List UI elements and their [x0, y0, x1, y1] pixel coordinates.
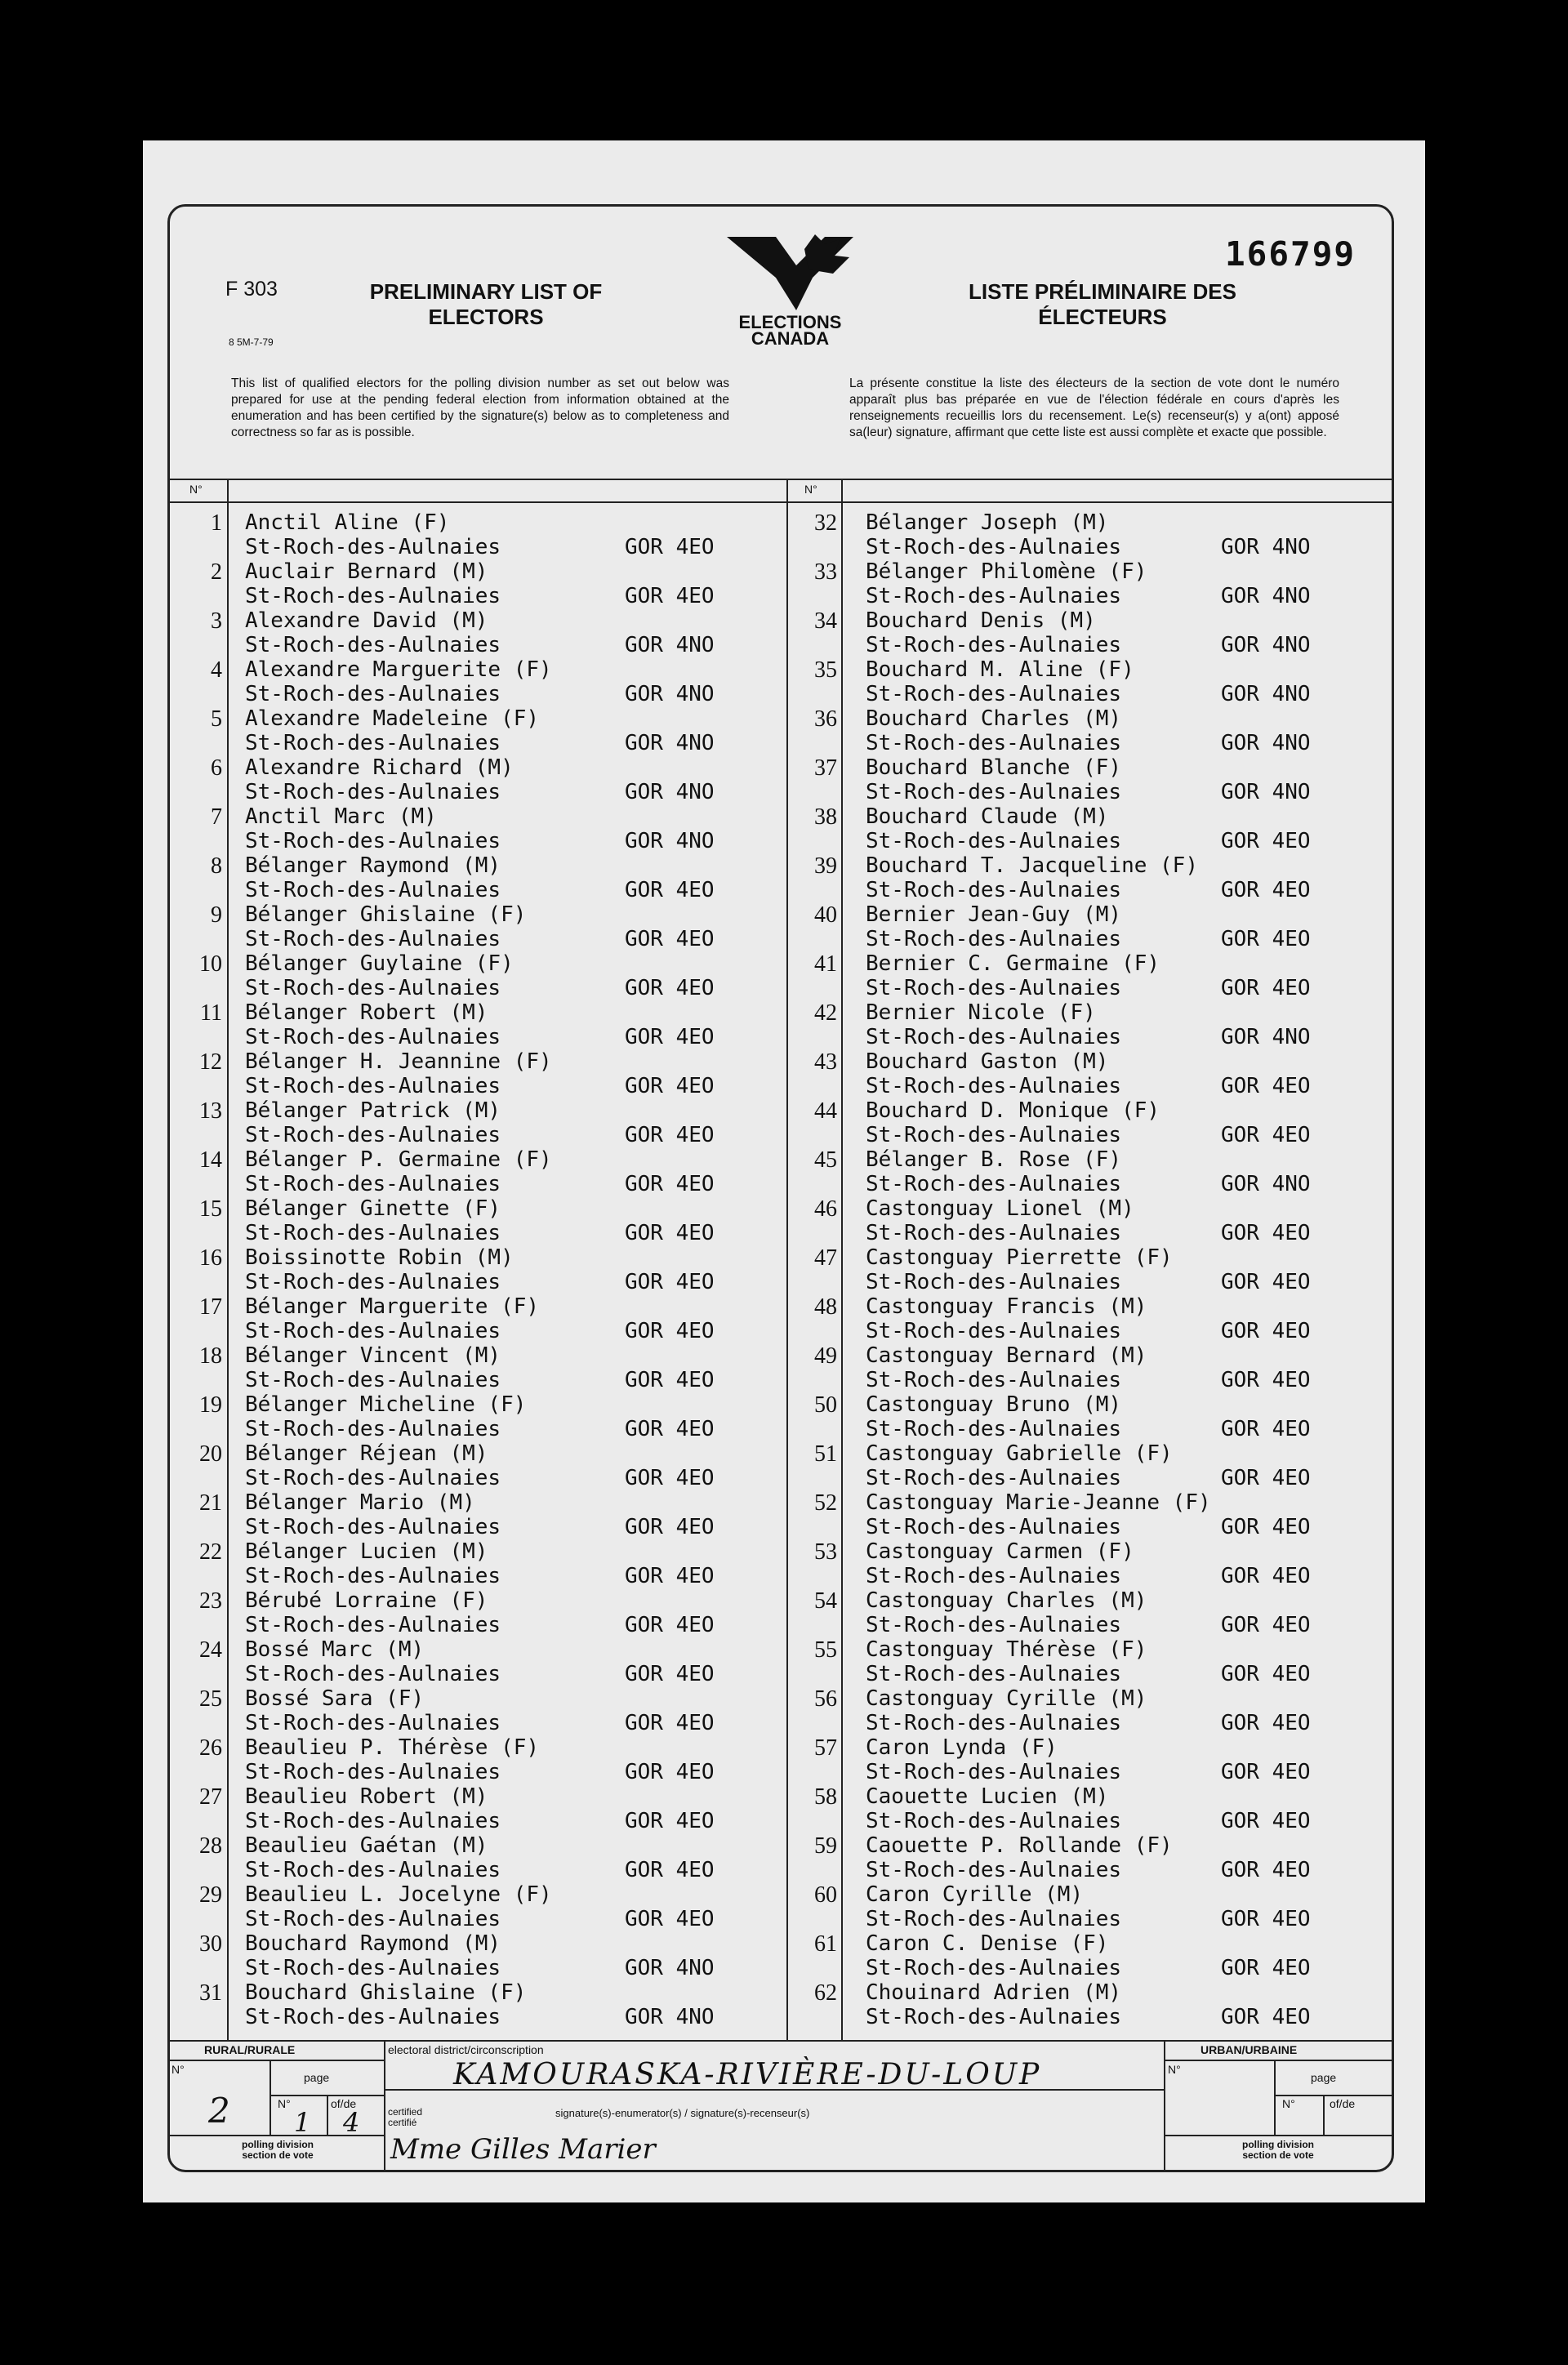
elector-address: St-Roch-des-Aulnaies: [245, 1956, 501, 1980]
elector-number: 11: [200, 1000, 222, 1026]
elector-name: Castonguay Marie-Jeanne (F): [866, 1490, 1211, 1515]
elector-address: St-Roch-des-Aulnaies: [866, 633, 1122, 657]
elector-number: 24: [199, 1637, 222, 1663]
elector-postal-code: GOR 4EO: [625, 927, 715, 951]
elector-address: St-Roch-des-Aulnaies: [866, 584, 1122, 608]
elector-postal-code: GOR 4EO: [625, 1564, 715, 1588]
elector-number: 19: [199, 1392, 222, 1418]
elector-name: Bouchard Denis (M): [866, 608, 1096, 633]
elector-number: 13: [199, 1098, 222, 1124]
elector-name: Bélanger Ginette (F): [245, 1196, 501, 1221]
elector-address: St-Roch-des-Aulnaies: [245, 829, 501, 853]
elector-number: 5: [211, 706, 222, 732]
elector-address: St-Roch-des-Aulnaies: [866, 1711, 1122, 1735]
elector-postal-code: GOR 4NO: [625, 2005, 715, 2029]
rural-label: RURAL/RURALE: [204, 2043, 296, 2056]
elector-name: Caron Lynda (F): [866, 1735, 1058, 1760]
elector-address: St-Roch-des-Aulnaies: [245, 1319, 501, 1343]
elector-postal-code: GOR 4NO: [625, 829, 715, 853]
elector-number: 32: [814, 510, 837, 536]
elector-postal-code: GOR 4NO: [1221, 1172, 1311, 1196]
elector-number: 40: [814, 902, 837, 928]
elector-name: Bélanger B. Rose (F): [866, 1147, 1122, 1172]
elector-postal-code: GOR 4EO: [1221, 1123, 1311, 1147]
elector-address: St-Roch-des-Aulnaies: [245, 584, 501, 608]
elector-postal-code: GOR 4EO: [1221, 1515, 1311, 1539]
elector-address: St-Roch-des-Aulnaies: [866, 1368, 1122, 1392]
district-value: KAMOURASKA-RIVIÈRE-DU-LOUP: [453, 2058, 1042, 2091]
elector-postal-code: GOR 4NO: [1221, 633, 1311, 657]
elector-postal-code: GOR 4EO: [625, 1368, 715, 1392]
elector-name: Bouchard Ghislaine (F): [245, 1980, 527, 2005]
elector-number: 8: [211, 853, 222, 879]
elector-address: St-Roch-des-Aulnaies: [245, 1368, 501, 1392]
elector-address: St-Roch-des-Aulnaies: [866, 1809, 1122, 1833]
elector-name: Bélanger Guylaine (F): [245, 951, 514, 976]
elector-name: Bérubé Lorraine (F): [245, 1588, 488, 1613]
elector-postal-code: GOR 4EO: [1221, 1907, 1311, 1931]
elector-number: 12: [199, 1049, 222, 1075]
elector-address: St-Roch-des-Aulnaies: [245, 633, 501, 657]
elector-postal-code: GOR 4EO: [625, 1074, 715, 1098]
elector-number: 22: [199, 1539, 222, 1565]
elector-number: 52: [814, 1490, 837, 1516]
elections-canada-logo: [719, 233, 862, 347]
elector-postal-code: GOR 4EO: [1221, 1564, 1311, 1588]
elector-address: St-Roch-des-Aulnaies: [866, 1956, 1122, 1980]
elector-postal-code: GOR 4EO: [1221, 1466, 1311, 1490]
elector-address: St-Roch-des-Aulnaies: [245, 878, 501, 902]
elector-number: 59: [814, 1833, 837, 1859]
elector-number: 4: [211, 657, 222, 683]
elector-postal-code: GOR 4NO: [1221, 535, 1311, 559]
elector-name: Bouchard D. Monique (F): [866, 1098, 1160, 1123]
elector-number: 45: [814, 1147, 837, 1173]
elector-address: St-Roch-des-Aulnaies: [245, 1613, 501, 1637]
elector-number: 16: [199, 1245, 222, 1271]
elector-address: St-Roch-des-Aulnaies: [245, 1760, 501, 1784]
elector-name: Bélanger Mario (M): [245, 1490, 475, 1515]
elector-postal-code: GOR 4EO: [1221, 2005, 1311, 2029]
urban-page-rule: [1274, 2095, 1394, 2096]
elector-address: St-Roch-des-Aulnaies: [245, 1172, 501, 1196]
elector-name: Castonguay Cyrille (M): [866, 1686, 1147, 1711]
elector-address: St-Roch-des-Aulnaies: [866, 1074, 1122, 1098]
elector-postal-code: GOR 4EO: [625, 1319, 715, 1343]
elector-postal-code: GOR 4EO: [625, 976, 715, 1000]
elector-postal-code: GOR 4EO: [1221, 1858, 1311, 1882]
urban-page-label: page: [1311, 2071, 1337, 2084]
elector-address: St-Roch-des-Aulnaies: [245, 1858, 501, 1882]
certified-label: certified certifié: [388, 2106, 423, 2128]
elector-postal-code: GOR 4EO: [1221, 1760, 1311, 1784]
elector-name: Caouette P. Rollande (F): [866, 1833, 1173, 1858]
elector-address: St-Roch-des-Aulnaies: [866, 1123, 1122, 1147]
elector-number: 44: [814, 1098, 837, 1124]
elector-address: St-Roch-des-Aulnaies: [866, 780, 1122, 804]
urban-no-divider: [1274, 2060, 1276, 2135]
elector-address: St-Roch-des-Aulnaies: [245, 1123, 501, 1147]
urban-rule: [1164, 2060, 1394, 2061]
elector-address: St-Roch-des-Aulnaies: [245, 1515, 501, 1539]
serial-number: 166799: [1225, 234, 1356, 274]
elector-name: Alexandre David (M): [245, 608, 488, 633]
elector-postal-code: GOR 4EO: [625, 1515, 715, 1539]
elector-number: 10: [199, 951, 222, 977]
elector-number: 17: [199, 1294, 222, 1320]
elector-name: Bernier Nicole (F): [866, 1000, 1096, 1025]
elector-name: Auclair Bernard (M): [245, 559, 488, 584]
elector-postal-code: GOR 4EO: [625, 1858, 715, 1882]
elector-postal-code: GOR 4EO: [1221, 1368, 1311, 1392]
elector-address: St-Roch-des-Aulnaies: [866, 1221, 1122, 1245]
elector-name: Bossé Sara (F): [245, 1686, 425, 1711]
elector-name: Bernier C. Germaine (F): [866, 951, 1160, 976]
elector-name: Bossé Marc (M): [245, 1637, 425, 1662]
elector-number: 34: [814, 608, 837, 634]
elector-postal-code: GOR 4EO: [625, 1907, 715, 1931]
elector-address: St-Roch-des-Aulnaies: [245, 1662, 501, 1686]
footer-left-divider: [384, 2040, 385, 2172]
elector-number: 55: [814, 1637, 837, 1663]
elector-address: St-Roch-des-Aulnaies: [866, 1270, 1122, 1294]
elector-name: Castonguay Thérèse (F): [866, 1637, 1147, 1662]
elector-number: 6: [211, 755, 222, 781]
elector-name: Caouette Lucien (M): [866, 1784, 1109, 1809]
elector-postal-code: GOR 4EO: [1221, 829, 1311, 853]
elector-name: Bélanger Micheline (F): [245, 1392, 527, 1417]
elector-postal-code: GOR 4NO: [625, 633, 715, 657]
elector-number: 18: [199, 1343, 222, 1369]
elector-name: Bélanger Réjean (M): [245, 1441, 488, 1466]
elector-number: 43: [814, 1049, 837, 1075]
elector-postal-code: GOR 4NO: [1221, 584, 1311, 608]
elector-number: 14: [199, 1147, 222, 1173]
elector-name: Bélanger Philomène (F): [866, 559, 1147, 584]
elector-name: Bélanger Joseph (M): [866, 510, 1109, 535]
elector-number: 61: [814, 1931, 837, 1957]
elector-name: Beaulieu Gaétan (M): [245, 1833, 488, 1858]
elector-number: 42: [814, 1000, 837, 1026]
elector-number: 46: [814, 1196, 837, 1222]
elector-name: Chouinard Adrien (M): [866, 1980, 1122, 2005]
elector-name: Bouchard Claude (M): [866, 804, 1109, 829]
signature-label: signature(s)-enumerator(s) / signature(s)-recenseur(s): [555, 2107, 810, 2119]
elector-address: St-Roch-des-Aulnaies: [245, 731, 501, 755]
elector-address: St-Roch-des-Aulnaies: [245, 1907, 501, 1931]
elector-number: 51: [814, 1441, 837, 1467]
elector-postal-code: GOR 4EO: [1221, 1270, 1311, 1294]
elector-name: Alexandre Marguerite (F): [245, 657, 552, 682]
elector-number: 21: [199, 1490, 222, 1516]
elector-postal-code: GOR 4EO: [1221, 1074, 1311, 1098]
elector-number: 57: [814, 1735, 837, 1761]
elector-address: St-Roch-des-Aulnaies: [866, 1858, 1122, 1882]
elector-address: St-Roch-des-Aulnaies: [866, 1907, 1122, 1931]
elector-postal-code: GOR 4EO: [625, 1172, 715, 1196]
elector-name: Castonguay Bernard (M): [866, 1343, 1147, 1368]
elector-number: 28: [199, 1833, 222, 1859]
elector-number: 26: [199, 1735, 222, 1761]
elector-name: Bélanger H. Jeannine (F): [245, 1049, 552, 1074]
elector-number: 1: [211, 510, 222, 536]
elector-address: St-Roch-des-Aulnaies: [245, 1025, 501, 1049]
rural-of-label: of/de: [331, 2097, 357, 2110]
elector-number: 3: [211, 608, 222, 634]
elector-postal-code: GOR 4NO: [1221, 682, 1311, 706]
form-code: F 303: [225, 278, 278, 301]
elector-number: 60: [814, 1882, 837, 1908]
urban-label: URBAN/URBAINE: [1200, 2043, 1298, 2056]
elector-postal-code: GOR 4EO: [625, 535, 715, 559]
elector-name: Boissinotte Robin (M): [245, 1245, 514, 1270]
elector-number: 33: [814, 559, 837, 585]
elector-address: St-Roch-des-Aulnaies: [866, 731, 1122, 755]
elector-name: Bélanger Lucien (M): [245, 1539, 488, 1564]
elector-postal-code: GOR 4EO: [625, 584, 715, 608]
elector-name: Bouchard Raymond (M): [245, 1931, 501, 1956]
elector-number: 25: [199, 1686, 222, 1712]
elector-number: 38: [814, 804, 837, 830]
elector-number: 58: [814, 1784, 837, 1810]
column-header-rule: [167, 501, 1394, 503]
elector-postal-code: GOR 4EO: [625, 1270, 715, 1294]
elector-postal-code: GOR 4EO: [625, 1466, 715, 1490]
elector-postal-code: GOR 4EO: [1221, 878, 1311, 902]
header-rule: [167, 479, 1394, 480]
rural-page-label: page: [304, 2071, 330, 2084]
elector-name: Castonguay Francis (M): [866, 1294, 1147, 1319]
elector-name: Bélanger Ghislaine (F): [245, 902, 527, 927]
elector-postal-code: GOR 4EO: [1221, 1956, 1311, 1980]
elector-postal-code: GOR 4NO: [1221, 780, 1311, 804]
elector-address: St-Roch-des-Aulnaies: [245, 1074, 501, 1098]
elector-address: St-Roch-des-Aulnaies: [245, 927, 501, 951]
elector-number: 62: [814, 1980, 837, 2006]
footer-rule: [167, 2040, 1394, 2042]
elector-address: St-Roch-des-Aulnaies: [866, 1662, 1122, 1686]
elector-name: Bélanger Raymond (M): [245, 853, 501, 878]
elector-postal-code: GOR 4EO: [625, 1662, 715, 1686]
elector-name: Beaulieu L. Jocelyne (F): [245, 1882, 552, 1907]
rural-no-label: N°: [172, 2063, 185, 2076]
elector-postal-code: GOR 4EO: [625, 1123, 715, 1147]
elector-number: 9: [211, 902, 222, 928]
elector-postal-code: GOR 4EO: [1221, 1221, 1311, 1245]
elector-name: Castonguay Bruno (M): [866, 1392, 1122, 1417]
elector-name: Bélanger Robert (M): [245, 1000, 488, 1025]
page-number: 1: [294, 2107, 311, 2138]
elector-number: 2: [211, 559, 222, 585]
elector-name: Bouchard Blanche (F): [866, 755, 1122, 780]
rural-no-divider: [270, 2060, 271, 2135]
urban-polling-label: polling division section de vote: [1242, 2139, 1314, 2161]
elector-number: 53: [814, 1539, 837, 1565]
intro-fr: La présente constitue la liste des électeurs de la section de vote dont le numéro apparaît plus bas préparée en vue de l'élection fédérale en cours d'après les renseignements recueillis lors du recensement. Le(s) recenseur(s) y a(ont) apposé sa(leur) signature, affirmant que cette liste est aussi complète et exacte que possible.: [849, 376, 1339, 439]
elector-name: Caron C. Denise (F): [866, 1931, 1109, 1956]
elector-name: Bouchard T. Jacqueline (F): [866, 853, 1198, 878]
elector-postal-code: GOR 4NO: [1221, 731, 1311, 755]
elector-postal-code: GOR 4NO: [625, 731, 715, 755]
elector-name: Castonguay Charles (M): [866, 1588, 1147, 1613]
elector-postal-code: GOR 4EO: [1221, 976, 1311, 1000]
elector-postal-code: GOR 4EO: [625, 1760, 715, 1784]
elector-name: Anctil Marc (M): [245, 804, 437, 829]
elector-number: 56: [814, 1686, 837, 1712]
elector-name: Bélanger Marguerite (F): [245, 1294, 540, 1319]
elector-name: Castonguay Gabrielle (F): [866, 1441, 1173, 1466]
urban-page-no-label: N°: [1282, 2097, 1295, 2110]
urban-bottom-rule: [1164, 2135, 1394, 2136]
elector-address: St-Roch-des-Aulnaies: [245, 682, 501, 706]
elector-postal-code: GOR 4EO: [625, 1809, 715, 1833]
elector-postal-code: GOR 4EO: [1221, 1662, 1311, 1686]
elector-name: Bélanger Patrick (M): [245, 1098, 501, 1123]
elector-number: 20: [199, 1441, 222, 1467]
enumerator-signature: Mme Gilles Marier: [390, 2133, 656, 2166]
elector-address: St-Roch-des-Aulnaies: [866, 829, 1122, 853]
rural-rule: [167, 2060, 384, 2061]
elector-number: 49: [814, 1343, 837, 1369]
elector-address: St-Roch-des-Aulnaies: [245, 535, 501, 559]
elector-number: 36: [814, 706, 837, 732]
elector-address: St-Roch-des-Aulnaies: [866, 1564, 1122, 1588]
elector-number: 50: [814, 1392, 837, 1418]
rural-of-divider: [327, 2095, 328, 2135]
urban-of-label: of/de: [1330, 2097, 1356, 2110]
elector-name: Castonguay Pierrette (F): [866, 1245, 1173, 1270]
logo-line2: CANADA: [751, 328, 830, 349]
polling-division-number: 2: [208, 2091, 230, 2131]
elector-number: 39: [814, 853, 837, 879]
elector-name: Bernier Jean-Guy (M): [866, 902, 1122, 927]
elector-number: 35: [814, 657, 837, 683]
elector-address: St-Roch-des-Aulnaies: [866, 1613, 1122, 1637]
elector-postal-code: GOR 4NO: [1221, 1025, 1311, 1049]
elector-name: Beaulieu Robert (M): [245, 1784, 488, 1809]
elector-postal-code: GOR 4EO: [1221, 1417, 1311, 1441]
elector-number: 23: [199, 1588, 222, 1614]
intro-en: This list of qualified electors for the polling division number as set out below was prepared for use at the pending federal election from information obtained at the enumeration and has been certified by the signature(s) below as to completeness and correctness so far as is possible.: [231, 376, 729, 439]
elector-address: St-Roch-des-Aulnaies: [245, 2005, 501, 2029]
elector-address: St-Roch-des-Aulnaies: [245, 1809, 501, 1833]
elector-name: Bélanger Vincent (M): [245, 1343, 501, 1368]
elector-postal-code: GOR 4EO: [1221, 1711, 1311, 1735]
elector-name: Bouchard Gaston (M): [866, 1049, 1109, 1074]
form-revision: 8 5M-7-79: [229, 336, 274, 348]
elector-number: 41: [814, 951, 837, 977]
right-number-divider: [841, 479, 843, 2040]
elector-name: Castonguay Carmen (F): [866, 1539, 1134, 1564]
col-no-right: N°: [804, 483, 817, 496]
elector-postal-code: GOR 4EO: [625, 1025, 715, 1049]
urban-no-label: N°: [1168, 2063, 1181, 2076]
rural-polling-label: polling division section de vote: [242, 2139, 314, 2161]
elector-postal-code: GOR 4NO: [625, 1956, 715, 1980]
elector-postal-code: GOR 4EO: [625, 1221, 715, 1245]
elector-address: St-Roch-des-Aulnaies: [866, 1515, 1122, 1539]
elector-postal-code: GOR 4NO: [625, 780, 715, 804]
col-no-left: N°: [189, 483, 203, 496]
elector-address: St-Roch-des-Aulnaies: [245, 1417, 501, 1441]
elector-address: St-Roch-des-Aulnaies: [866, 1466, 1122, 1490]
elector-postal-code: GOR 4NO: [625, 682, 715, 706]
elector-address: St-Roch-des-Aulnaies: [866, 1417, 1122, 1441]
title-fr: LISTE PRÉLIMINAIRE DES ÉLECTEURS: [969, 279, 1236, 329]
rural-page-no-label: N°: [278, 2097, 291, 2110]
elector-number: 29: [199, 1882, 222, 1908]
elector-address: St-Roch-des-Aulnaies: [245, 1270, 501, 1294]
elector-address: St-Roch-des-Aulnaies: [866, 682, 1122, 706]
elector-name: Alexandre Madeleine (F): [245, 706, 540, 731]
elector-address: St-Roch-des-Aulnaies: [866, 878, 1122, 902]
district-label: electoral district/circonscription: [388, 2043, 544, 2056]
elector-name: Castonguay Lionel (M): [866, 1196, 1134, 1221]
elector-name: Alexandre Richard (M): [245, 755, 514, 780]
elector-number: 37: [814, 755, 837, 781]
elector-name: Beaulieu P. Thérèse (F): [245, 1735, 540, 1760]
elector-address: St-Roch-des-Aulnaies: [866, 1025, 1122, 1049]
title-en: PRELIMINARY LIST OF ELECTORS: [369, 279, 603, 329]
elector-number: 47: [814, 1245, 837, 1271]
elector-name: Caron Cyrille (M): [866, 1882, 1084, 1907]
elector-number: 27: [199, 1784, 222, 1810]
elector-number: 15: [199, 1196, 222, 1222]
logo-line1: ELECTIONS: [738, 312, 842, 332]
page-total: 4: [343, 2107, 360, 2138]
elector-postal-code: GOR 4EO: [1221, 927, 1311, 951]
elector-address: St-Roch-des-Aulnaies: [866, 976, 1122, 1000]
elector-postal-code: GOR 4EO: [625, 1711, 715, 1735]
elector-address: St-Roch-des-Aulnaies: [866, 1760, 1122, 1784]
elector-postal-code: GOR 4EO: [625, 1417, 715, 1441]
elector-number: 7: [211, 804, 222, 830]
left-number-divider: [227, 479, 229, 2040]
urban-of-divider: [1323, 2095, 1325, 2135]
maple-x-icon: [719, 233, 862, 314]
elector-address: St-Roch-des-Aulnaies: [866, 1172, 1122, 1196]
elector-name: Bouchard M. Aline (F): [866, 657, 1134, 682]
elector-name: Anctil Aline (F): [245, 510, 450, 535]
elector-address: St-Roch-des-Aulnaies: [245, 780, 501, 804]
elector-number: 54: [814, 1588, 837, 1614]
elector-number: 31: [199, 1980, 222, 2006]
elector-postal-code: GOR 4EO: [1221, 1613, 1311, 1637]
elector-postal-code: GOR 4EO: [1221, 1319, 1311, 1343]
elector-address: St-Roch-des-Aulnaies: [245, 1466, 501, 1490]
elector-name: Bélanger P. Germaine (F): [245, 1147, 552, 1172]
elector-address: St-Roch-des-Aulnaies: [866, 1319, 1122, 1343]
elector-address: St-Roch-des-Aulnaies: [245, 1221, 501, 1245]
elector-number: 48: [814, 1294, 837, 1320]
elector-address: St-Roch-des-Aulnaies: [866, 535, 1122, 559]
elector-postal-code: GOR 4EO: [625, 1613, 715, 1637]
elector-address: St-Roch-des-Aulnaies: [245, 1564, 501, 1588]
elector-name: Bouchard Charles (M): [866, 706, 1122, 731]
elector-postal-code: GOR 4EO: [1221, 1809, 1311, 1833]
elector-number: 30: [199, 1931, 222, 1957]
elector-postal-code: GOR 4EO: [625, 878, 715, 902]
elector-address: St-Roch-des-Aulnaies: [866, 927, 1122, 951]
elector-address: St-Roch-des-Aulnaies: [245, 1711, 501, 1735]
elector-address: St-Roch-des-Aulnaies: [245, 976, 501, 1000]
elector-address: St-Roch-des-Aulnaies: [866, 2005, 1122, 2029]
